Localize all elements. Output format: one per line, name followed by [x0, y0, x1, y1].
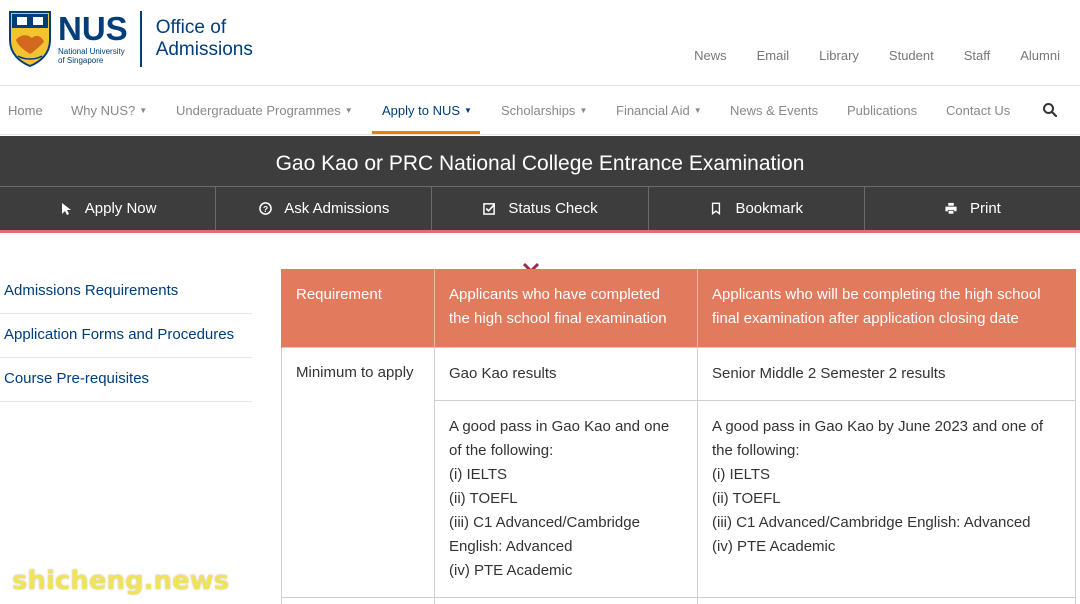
cursor-icon: [59, 202, 73, 216]
top-link-staff[interactable]: Staff: [963, 48, 991, 63]
list-item: (ii) TOEFL: [712, 490, 781, 507]
table-cell: [698, 598, 1076, 604]
table-row: [282, 598, 1076, 604]
caret-down-icon: ▼: [579, 106, 588, 115]
search-icon[interactable]: [1042, 102, 1058, 118]
caret-down-icon: ▼: [464, 106, 472, 115]
university-name-line1: National University: [58, 47, 125, 56]
apply-now-button[interactable]: [0, 187, 216, 230]
status-check-label: Status Check: [508, 200, 598, 217]
table-cell: [698, 401, 1076, 598]
list-item: (i) IELTS: [449, 466, 508, 483]
page-title: Gao Kao or PRC National College Entrance Examination: [0, 136, 1080, 186]
table-cell: [435, 401, 698, 598]
table-header-row: [282, 269, 1076, 348]
requirements-table: [281, 269, 1075, 604]
cell-intro: A good pass in Gao Kao by June 2023 and one of the following:: [712, 418, 1044, 459]
sidebar-item-admissions-requirements[interactable]: Admissions Requirements: [0, 270, 252, 314]
nav-item-label: News & Events: [730, 103, 819, 118]
office-title-line1: Office of: [155, 17, 227, 38]
header-requirement: Requirement: [282, 269, 435, 348]
apply-now-label: Apply Now: [84, 200, 157, 217]
table-cell: [282, 598, 435, 604]
list-item: (iv) PTE Academic: [712, 538, 836, 555]
nav-item-label: Home: [8, 103, 43, 118]
top-link-email[interactable]: Email: [756, 48, 790, 63]
top-link-library[interactable]: Library: [819, 48, 859, 63]
table-row: [282, 348, 1076, 401]
status-check-button[interactable]: [432, 187, 648, 230]
caret-down-icon: ▼: [139, 106, 148, 115]
requirement-cell: Minimum to apply: [282, 348, 435, 598]
office-title-line2: Admissions: [155, 39, 253, 60]
table-cell: Gao Kao results: [435, 348, 698, 401]
list-item: (i) IELTS: [712, 466, 771, 483]
svg-text:?: ?: [262, 203, 268, 214]
caret-down-icon: ▼: [344, 106, 353, 115]
list-item: (iv) PTE Academic: [449, 562, 573, 579]
site-header: [0, 0, 1080, 86]
checkbox-icon: [482, 202, 496, 216]
top-link-student[interactable]: Student: [888, 48, 934, 63]
office-title: [156, 17, 253, 61]
header-completed: Applicants who have completed the high school final examination: [435, 269, 698, 348]
table-cell: Senior Middle 2 Semester 2 results: [698, 348, 1076, 401]
nav-item-news-events[interactable]: [730, 103, 818, 118]
ask-admissions-label: Ask Admissions: [284, 200, 390, 217]
nav-item-label: Publications: [847, 103, 918, 118]
bookmark-icon: [709, 202, 723, 216]
nav-item-publications[interactable]: [847, 103, 917, 118]
header-completing: Applicants who will be completing the high school final examination after application closing date: [698, 269, 1076, 348]
nus-wordmark: NUS: [58, 10, 128, 47]
action-bar: [0, 186, 1080, 230]
caret-down-icon: ▼: [693, 106, 702, 115]
table-cell: [435, 598, 698, 604]
print-label: Print: [969, 200, 1001, 217]
bookmark-label: Bookmark: [735, 200, 803, 217]
utility-links: [664, 48, 1060, 63]
nus-logo[interactable]: [8, 8, 253, 70]
sidebar: [0, 270, 252, 402]
top-link-news[interactable]: News: [694, 48, 727, 63]
nav-item-undergraduate-programmes[interactable]: [176, 103, 353, 118]
nav-item-home[interactable]: [8, 103, 43, 118]
section-divider: [0, 230, 1080, 233]
sidebar-item-application-forms[interactable]: Application Forms and Procedures: [0, 314, 252, 358]
top-link-alumni[interactable]: Alumni: [1020, 48, 1060, 63]
nav-item-financial-aid[interactable]: [616, 103, 702, 118]
nav-item-label: Why NUS?: [71, 103, 136, 118]
nav-item-scholarships[interactable]: [501, 103, 587, 118]
nav-item-label: Undergraduate Programmes: [176, 103, 341, 118]
question-circle-icon: [258, 202, 272, 216]
main-navigation: [0, 87, 1080, 135]
active-nav-indicator: [372, 131, 480, 134]
nav-item-why-nus[interactable]: [71, 103, 147, 118]
nus-crest-icon: [8, 10, 52, 68]
bookmark-button[interactable]: [649, 187, 865, 230]
nav-item-label: Contact Us: [946, 103, 1011, 118]
print-button[interactable]: [865, 187, 1080, 230]
university-name-line2: of Singapore: [58, 56, 104, 65]
list-item: (ii) TOEFL: [449, 490, 518, 507]
sidebar-item-course-prerequisites[interactable]: Course Pre-requisites: [0, 358, 252, 402]
nav-item-contact-us[interactable]: [946, 103, 1010, 118]
nav-item-apply-to-nus[interactable]: [382, 103, 472, 118]
list-item: (iii) C1 Advanced/Cambridge English: Advanced: [449, 514, 640, 555]
watermark: shicheng.news: [12, 566, 230, 596]
printer-icon: [944, 202, 958, 216]
list-item: (iii) C1 Advanced/Cambridge English: Advanced: [712, 514, 1031, 531]
nav-item-label: Apply to NUS: [382, 103, 461, 118]
ask-admissions-button[interactable]: [216, 187, 432, 230]
cell-intro: A good pass in Gao Kao and one of the following:: [449, 418, 670, 459]
nav-item-label: Financial Aid: [616, 103, 690, 118]
nav-item-label: Scholarships: [501, 103, 576, 118]
logo-divider: [140, 11, 142, 67]
